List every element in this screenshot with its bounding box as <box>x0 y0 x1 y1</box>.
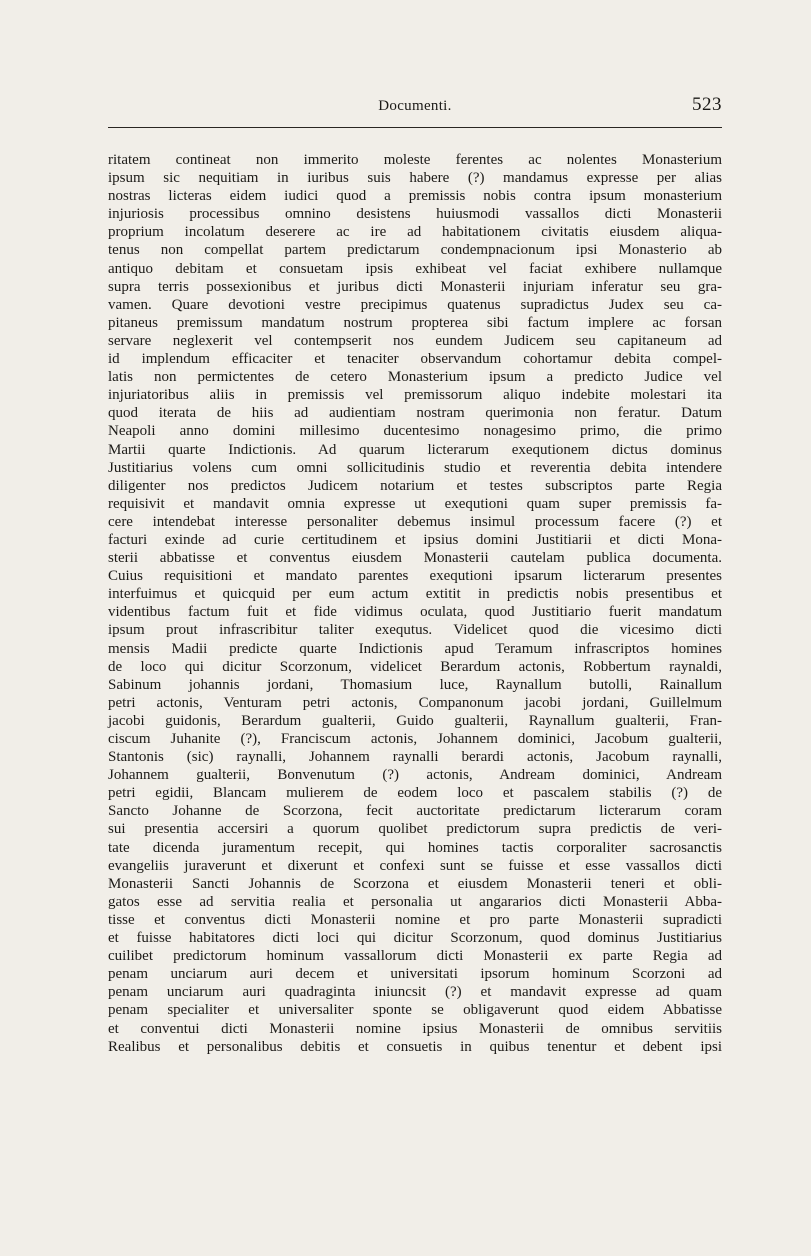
text-line: proprium incolatum deserere ac ire ad habitationem civitatis eiusdem aliqua- <box>108 224 722 241</box>
text-line: Johannem gualterii, Bonvenutum (?) actonis, Andream dominici, Andream <box>108 767 722 784</box>
text-line: et fuisse habitatores dicti loci qui dicitur Scorzonum, quod dominus Justitiarius <box>108 930 722 947</box>
text-line: et conventui dicti Monasterii nomine ipsius Monasterii de omnibus servitiis <box>108 1020 722 1037</box>
text-line: Martii quarte Indictionis. Ad quarum licterarum exequtionem dictus dominus <box>108 441 722 458</box>
text-line: Justitiarius volens cum omni sollicitudinis studio et reverentia debita intendere <box>108 459 722 476</box>
text-line: ritatem contineat non immerito moleste ferentes ac nolentes Monasterium <box>108 152 722 168</box>
text-line: tate dicenda juramentum recepit, qui homines tactis corporaliter sacrosanctis <box>108 839 722 856</box>
text-line: pitaneus premissum mandatum nostrum propterea sibi factum implere ac forsan <box>108 314 722 331</box>
text-line: nostras licteras eidem iudici quod a premissis nobis contra ipsum monasterium <box>108 188 722 205</box>
text-line: Realibus et personalibus debitis et consuetis in quibus tenentur et debent ipsi <box>108 1038 722 1055</box>
text-line: gatos esse ad servitia realia et personalia ut angararios dicti Monasterii Abba- <box>108 893 722 910</box>
text-line: sterii abbatisse et conventus eiusdem Monasterii cautelam publica documenta. <box>108 550 722 567</box>
text-line: penam unciarum auri decem et universitati ipsorum hominum Scorzoni ad <box>108 966 722 983</box>
text-line: tisse et conventus dicti Monasterii nomine et pro parte Monasterii supradicti <box>108 911 722 928</box>
text-line: penam specialiter et universaliter sponte se obligaverunt quod eidem Abbatisse <box>108 1002 722 1019</box>
text-line: ipsum prout infrascribitur taliter exequtus. Videlicet quod die vicesimo dicti <box>108 622 722 639</box>
running-header <box>108 92 722 128</box>
text-line: de loco qui dicitur Scorzonum, videlicet Berardum actonis, Robbertum raynaldi, <box>108 658 722 675</box>
text-line: evangeliis juraverunt et dixerunt et confexi sunt se fuisse et esse vassallos dicti <box>108 857 722 874</box>
running-title: Documenti. <box>378 98 452 114</box>
text-line: cuilibet predictorum hominum vassallorum dicti Monasterii ex parte Regia ad <box>108 948 722 965</box>
text-line: servare neglexerit vel contempserit nos eundem Judicem seu capitaneum ad <box>108 332 722 349</box>
text-line: interfuimus et quicquid per eum actum extitit in predictis nobis presentibus et <box>108 586 722 603</box>
header-rule <box>108 127 722 128</box>
text-line: Stantonis (sic) raynalli, Johannem raynalli berardi actonis, Jacobum raynalli, <box>108 749 722 766</box>
page-number: 523 <box>692 94 722 115</box>
text-line: Monasterii Sancti Johannis de Scorzona et eiusdem Monasterii teneri et obli- <box>108 875 722 892</box>
text-line: cere intendebat interesse personaliter debemus insimul processum facere (?) et <box>108 513 722 530</box>
text-line: quod iterata de hiis ad audientiam nostram querimonia non feratur. Datum <box>108 405 722 422</box>
text-line: injuriosis processibus omnino desistens huiusmodi vassallos dicti Monasterii <box>108 206 722 223</box>
text-line: sui presentia accersiri a quorum quolibet predictorum supra predictis de veri- <box>108 821 722 838</box>
text-line: jacobi guidonis, Berardum gualterii, Guido gualterii, Raynallum gualterii, Fran- <box>108 712 722 729</box>
text-line: vamen. Quare devotioni vestre precipimus quatenus supradictus Judex seu ca- <box>108 296 722 313</box>
text-line: ipsum sic nequitiam in iuribus suis habere (?) mandamus expresse per alias <box>108 170 722 187</box>
text-line: Cuius requisitioni et mandato parentes exequtioni ipsarum licterarum presentes <box>108 568 722 585</box>
text-line: Sancto Johanne de Scorzona, fecit auctoritate predictarum licterarum coram <box>108 803 722 820</box>
text-line: petri egidii, Blancam mulierem de eodem loco et pascalem stabilis (?) de <box>108 785 722 802</box>
text-line: injuriatoribus aliis in premissis vel premissorum aliquo indebite molestari ita <box>108 387 722 404</box>
text-line: Sabinum johannis jordani, Thomasium luce, Raynallum butolli, Rainallum <box>108 676 722 693</box>
text-line: videntibus factum fuit et fide vidimus oculata, quod Justitiario fuerit mandatum <box>108 604 722 621</box>
text-line: tenus non compellat partem predictarum condempnacionum ipsi Monasterio ab <box>108 242 722 259</box>
text-line: id implendum efficaciter et tenaciter observandum cohortamur debita compel- <box>108 351 722 368</box>
text-line: petri actonis, Venturam petri actonis, Companonum jacobi jordani, Guillelmum <box>108 694 722 711</box>
text-line: penam unciarum auri quadraginta iniuncsit (?) et mandavit expresse ad quam <box>108 984 722 1001</box>
text-line: diligenter nos predictos Judicem notarium et testes subscriptos parte Regia <box>108 477 722 494</box>
text-line: antiquo debitam et consuetam ipsis exhibeat vel faciat exhibere nullamque <box>108 260 722 277</box>
text-line: facturi exinde ad curie certitudinem et ipsius domini Justitiarii et dicti Mona- <box>108 531 722 548</box>
text-line: supra terris possexionibus et juribus dicti Monasterii injuriam inferatur seu gra- <box>108 278 722 295</box>
text-line: requisivit et mandavit omnia expresse ut exequtioni quam super premissis fa- <box>108 495 722 512</box>
text-line: ciscum Juhanite (?), Franciscum actonis, Johannem dominici, Jacobum gualterii, <box>108 731 722 747</box>
text-line: Neapoli anno domini millesimo ducentesimo nonagesimo primo, die primo <box>108 423 722 440</box>
text-line: latis non permictentes de cetero Monasterium ipsum a predicto Judice vel <box>108 369 722 386</box>
text-line: mensis Madii predicte quarte Indictionis apud Teramum infrascriptos homines <box>108 640 722 657</box>
body-text <box>108 151 722 1056</box>
